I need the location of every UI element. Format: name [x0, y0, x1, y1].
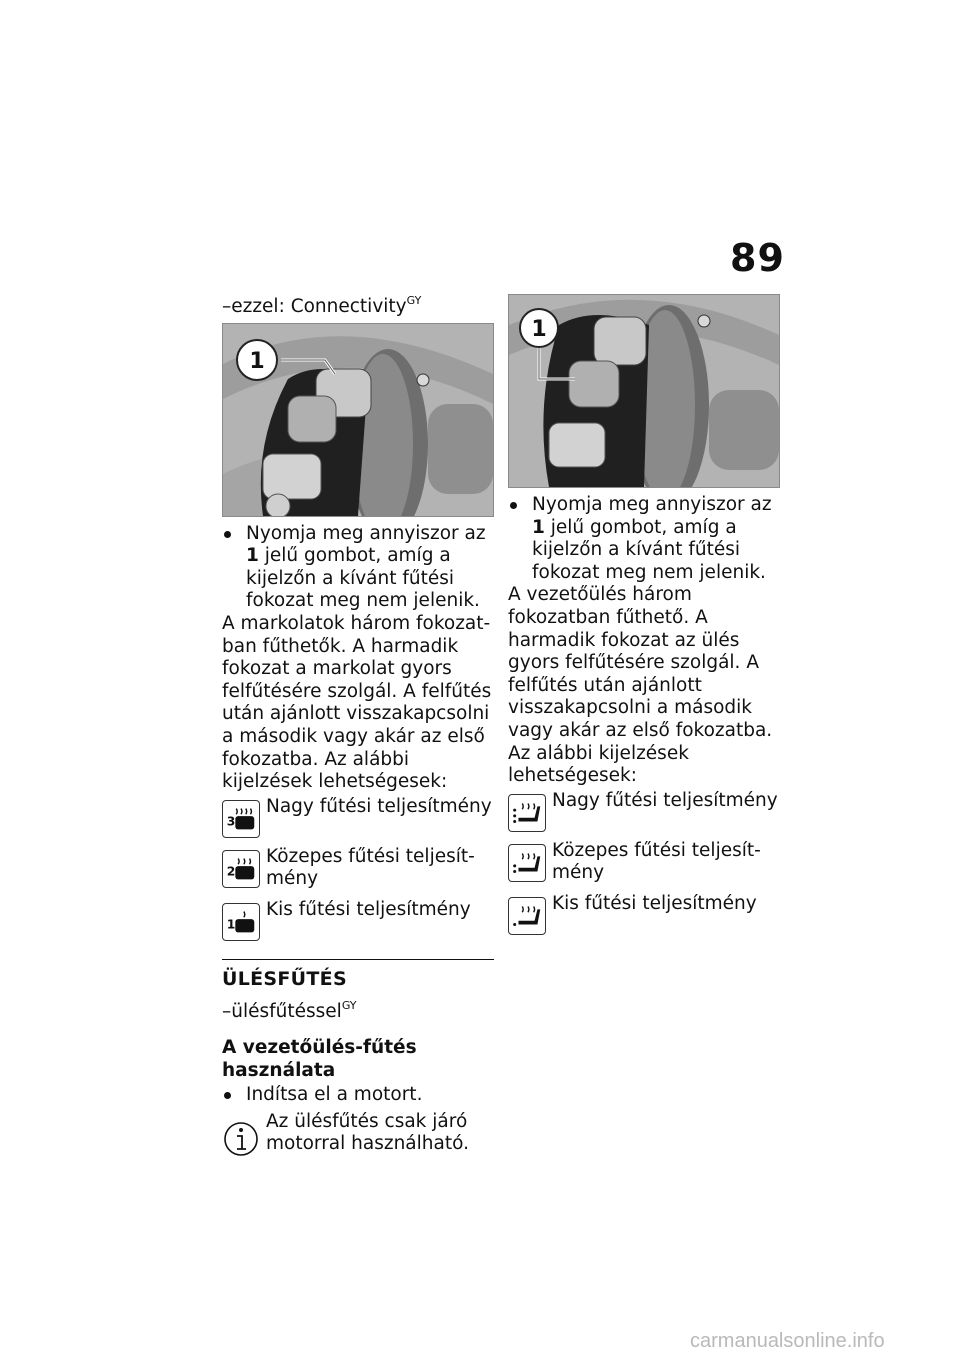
- availability-note: –ezzel: Connectivity$^{GY}$: [222, 294, 422, 317]
- right-column: [508, 294, 780, 935]
- grip-heating-button-photo: [222, 323, 494, 517]
- left-column: [222, 290, 494, 1159]
- seat-heat-level-3-icon: [508, 794, 546, 832]
- seat-level-3: Nagy fűtési teljesítmény: [508, 790, 780, 832]
- seat-level-1: Kis fűtési teljesítmény: [508, 893, 780, 935]
- seat-heating-button-photo: [508, 294, 780, 488]
- grip-level-3: 3 Nagy fűtési teljesítmény: [222, 796, 494, 838]
- grip-heating-description: A markolatok három fokozatban fűthetők. A harmadik fokozat a markolat gyors felfűtésére szolgál. A felfűtés után ajánlott visszakapcsolni a második vagy akár az első fokozatba. Az alábbi kijelzések lehetségesek:: [222, 612, 492, 793]
- start-engine-step: Indítsa el a motort.: [222, 1084, 494, 1107]
- section-title: ÜLÉSFŰTÉS: [222, 967, 347, 990]
- seat-heating-description: A vezetőülés három fokozatban fűthető. A harmadik fokozat az ülés gyors felfűtésére szolgál. A felfűtés után ajánlott visszakapcsolni a második vagy akár az első fokozatba. Az alábbi kijelzések lehetségesek:: [508, 584, 773, 787]
- page-number: 89: [730, 236, 785, 280]
- seat-heat-level-1-icon: [508, 897, 546, 935]
- svg-text:1: 1: [226, 917, 236, 932]
- step-bullet: Nyomja meg annyiszor az 1 jelű gombot, amíg a kijelzőn a kívánt fűtési fokozat meg nem jelenik.: [222, 523, 494, 613]
- grip-heat-level-2-icon: [222, 850, 260, 888]
- grip-heat-level-3-icon: [222, 800, 260, 838]
- subsection-title: A vezetőülés-fűtés használata: [222, 1037, 417, 1081]
- watermark: carmanualsonline.info: [690, 1330, 885, 1352]
- info-note: Az ülésfűtés csak járó motorral használható.: [222, 1111, 494, 1159]
- grip-level-1: 1 Kis fűtési teljesítmény: [222, 899, 494, 941]
- callout-label: 1: [249, 348, 265, 374]
- svg-text:2: 2: [226, 864, 236, 879]
- svg-text:3: 3: [226, 814, 236, 829]
- grip-level-2: 2 Közepes fűtési teljesítmény: [222, 846, 494, 891]
- section-availability: –ülésfűtéssel$^{GY}$: [222, 998, 357, 1022]
- info-icon: [222, 1117, 260, 1159]
- callout-label: 1: [531, 317, 547, 342]
- section-divider: [222, 959, 494, 960]
- step-bullet: Nyomja meg annyiszor az 1 jelű gombot, amíg a kijelzőn a kívánt fűtési fokozat meg nem jelenik.: [508, 494, 780, 584]
- seat-heat-level-2-icon: [508, 844, 546, 882]
- grip-heat-level-1-icon: [222, 903, 260, 941]
- seat-level-2: Közepes fűtési teljesítmény: [508, 840, 780, 885]
